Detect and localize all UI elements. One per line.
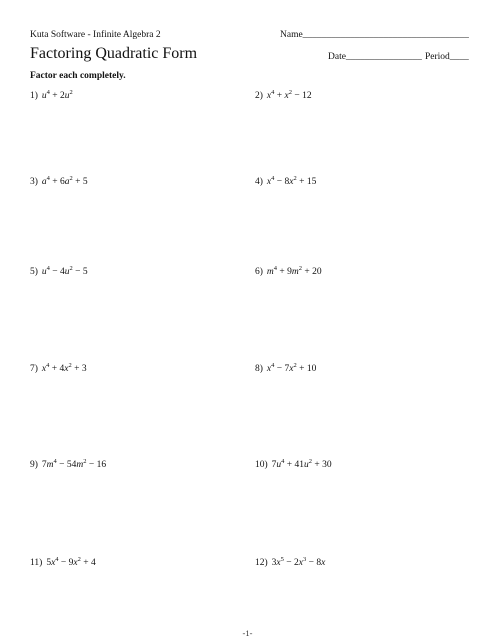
problem-expression: $u^4 - 4u^2 - 5$: [41, 265, 88, 277]
problem-number: 4): [255, 177, 263, 187]
problem-item: [30, 558, 96, 568]
problem-item: [255, 267, 322, 277]
problem-number: 12): [255, 558, 268, 568]
problem-expression: $x^4 - 7x^2 + 10$: [266, 362, 317, 374]
problem-number: 7): [30, 364, 38, 374]
problem-expression: $3x^5 - 2x^3 - 8x$: [271, 556, 326, 568]
problem-expression: $u^4 + 2u^2$: [41, 89, 73, 101]
problem-number: 5): [30, 267, 38, 277]
date-field: Date________________: [328, 52, 422, 62]
problem-expression: $x^4 + x^2 - 12$: [266, 89, 312, 101]
instructions: Factor each completely.: [30, 71, 126, 81]
problem-expression: $7u^4 + 41u^2 + 30$: [271, 458, 332, 470]
problem-number: 11): [30, 558, 43, 568]
problem-item: [30, 460, 106, 470]
problem-number: 3): [30, 177, 38, 187]
problem-item: [255, 558, 325, 568]
problem-item: [30, 267, 88, 277]
problem-item: [255, 460, 332, 470]
problem-item: [30, 91, 73, 101]
problem-number: 6): [255, 267, 263, 277]
page-number: -1-: [242, 628, 253, 638]
problem-item: [255, 177, 316, 187]
problem-item: [30, 177, 88, 187]
problem-item: [30, 364, 87, 374]
problem-item: [255, 364, 316, 374]
problem-number: 10): [255, 460, 268, 470]
problem-expression: $a^4 + 6a^2 + 5$: [41, 175, 88, 187]
problem-number: 2): [255, 91, 263, 101]
problem-number: 1): [30, 91, 38, 101]
publisher-label: Kuta Software - Infinite Algebra 2: [30, 30, 161, 40]
problem-expression: $x^4 + 4x^2 + 3$: [41, 362, 87, 374]
problem-expression: $5x^4 - 9x^2 + 4$: [46, 556, 96, 568]
problem-number: 8): [255, 364, 263, 374]
name-field: Name___________________________________: [280, 30, 469, 40]
problem-expression: $m^4 + 9m^2 + 20$: [266, 265, 322, 277]
period-field: Period____: [425, 52, 469, 62]
problem-expression: $x^4 - 8x^2 + 15$: [266, 175, 317, 187]
problem-number: 9): [30, 460, 38, 470]
problem-expression: $7m^4 - 54m^2 - 16$: [41, 458, 107, 470]
worksheet-title: Factoring Quadratic Form: [30, 45, 198, 62]
problem-item: [255, 91, 312, 101]
